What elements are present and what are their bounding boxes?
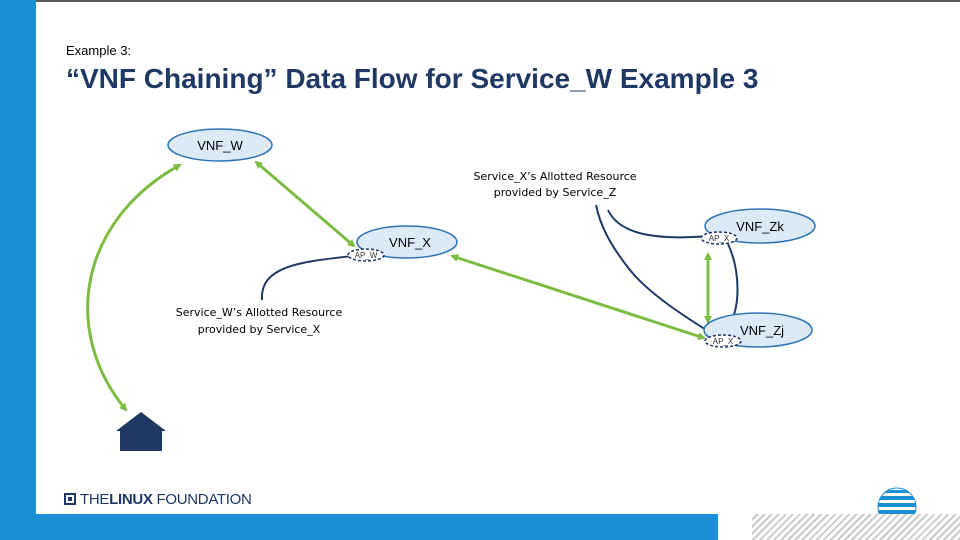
flow-arrow-vnf-w-to-vnf-x (256, 162, 354, 246)
ap-w-label: AP_W (354, 251, 378, 260)
flow-arrow-home-to-vnf-w (88, 165, 180, 410)
logo-bold: LINUX (109, 490, 153, 508)
logo-prefix: THE (80, 490, 110, 508)
slide-title: “VNF Chaining” Data Flow for Service_W Example 3 (66, 63, 759, 94)
connector-ap-w-to-service-w (262, 256, 352, 300)
connector-ap-x-to-service-x (608, 210, 708, 237)
ap-x-top-label: AP_X (708, 234, 730, 243)
vnf-zk-label: VNF_Zk (736, 219, 784, 234)
linux-foundation-logo (64, 489, 252, 509)
linux-foundation-mark-icon (64, 493, 76, 505)
bottom-hatch-pattern (752, 514, 960, 540)
logo-suffix: FOUNDATION (156, 490, 252, 508)
service-w-note-line2: provided by Service_X (197, 323, 321, 336)
service-x-note-line1: Service_X’s Allotted Resource (473, 170, 637, 183)
vnf-zj-label: VNF_Zj (739, 323, 785, 338)
slide-subtitle: Example 3: (66, 43, 132, 58)
ap-x-bottom-label: AP_X (712, 337, 734, 346)
bottom-accent-bar (36, 514, 718, 540)
vnf-x-label: VNF_X (389, 235, 431, 250)
home-icon (116, 412, 166, 451)
service-w-note-line1: Service_W’s Allotted Resource (175, 306, 343, 319)
service-x-note-line2: provided by Service_Z (493, 186, 617, 199)
flow-arrow-vnf-x-to-vnf-zj (452, 256, 704, 338)
connector-ap-x-zj-to-service-x (596, 205, 716, 336)
vnf-w-label: VNF_W (197, 138, 243, 153)
